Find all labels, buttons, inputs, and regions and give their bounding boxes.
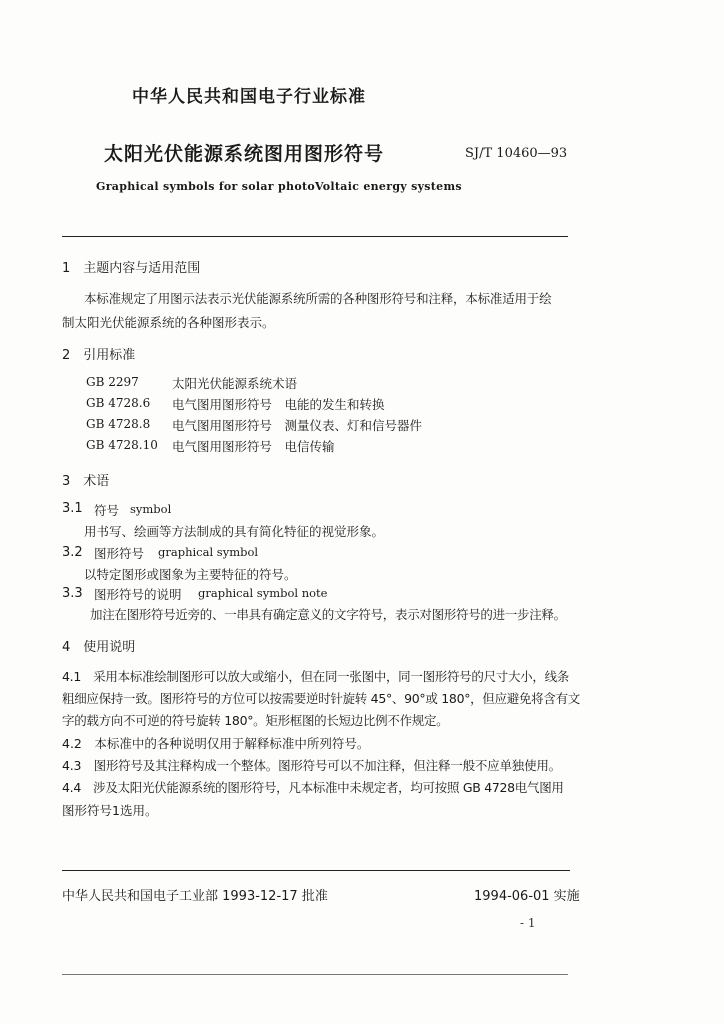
issuing-organization: 中华人民共和国电子行业标准 [132, 87, 366, 107]
section-1-paragraph-line-1: 本标准规定了用图示法表示光伏能源系统所需的各种图形符号和注释，本标准适用于绘 [84, 291, 552, 306]
reference-title: 太阳光伏能源系统术语 [172, 376, 298, 391]
term-chinese: 图形符号 [94, 546, 145, 561]
implementation-date: 1994-06-01 实施 [474, 889, 580, 904]
footer-divider [62, 870, 570, 871]
term-chinese: 符号 [94, 503, 120, 518]
usage-item-4-4-line-1: 4.4 涉及太阳光伏能源系统的图形符号，凡本标准中未规定者，均可按照 GB 4728电气图用 [62, 780, 564, 795]
bottom-divider [62, 974, 568, 975]
english-title: Graphical symbols for solar photoVoltaic energy systems [96, 180, 462, 193]
page-number: - 1 [520, 916, 536, 930]
section-1-paragraph-line-2: 制太阳光伏能源系统的各种图形表示。 [62, 315, 275, 330]
standard-code: SJ/T 10460—93 [465, 146, 568, 161]
usage-item-4-2: 4.2 本标准中的各种说明仅用于解释标准中所列符号。 [62, 736, 370, 751]
usage-item-4-1-line-2: 粗细应保持一致。图形符号的方位可以按需要逆时针旋转 45°、90°或 180°，但应避免将含有文 [62, 691, 580, 706]
term-number: 3.3 [62, 586, 83, 601]
reference-title: 电气图用图形符号 电能的发生和转换 [172, 397, 385, 412]
term-definition: 用书写、绘画等方法制成的具有简化特征的视觉形象。 [84, 524, 385, 539]
usage-item-4-1-line-1: 4.1 采用本标准绘制图形可以放大或缩小，但在同一张图中，同一图形符号的尺寸大小，线条 [62, 669, 569, 684]
approval-statement: 中华人民共和国电子工业部 1993-12-17 批准 [62, 889, 328, 904]
term-english: graphical symbol [158, 545, 259, 559]
term-definition: 以特定图形或图象为主要特征的符号。 [84, 567, 297, 582]
reference-title: 电气图用图形符号 测量仪表、灯和信号器件 [172, 418, 423, 433]
document-title: 太阳光伏能源系统图用图形符号 [104, 143, 385, 165]
section-2-heading: 2 引用标准 [62, 348, 136, 363]
term-chinese: 图形符号的说明 [94, 587, 182, 602]
reference-code: GB 4728.8 [86, 417, 151, 431]
header-divider [62, 236, 568, 237]
section-1-heading: 1 主题内容与适用范围 [62, 261, 201, 276]
term-english: graphical symbol note [198, 586, 328, 600]
reference-code: GB 4728.6 [86, 396, 151, 410]
usage-item-4-3: 4.3 图形符号及其注释构成一个整体。图形符号可以不加注释，但注释一般不应单独使用。 [62, 758, 561, 773]
term-number: 3.2 [62, 545, 83, 560]
reference-code: GB 4728.10 [86, 438, 158, 452]
reference-code: GB 2297 [86, 375, 139, 389]
reference-title: 电气图用图形符号 电信传输 [172, 439, 335, 454]
usage-item-4-1-line-3: 字的载方向不可逆的符号旋转 180°。矩形框图的长短边比例不作规定。 [62, 713, 449, 728]
term-number: 3.1 [62, 501, 83, 516]
usage-item-4-4-line-2: 图形符号1选用。 [62, 803, 158, 818]
term-english: symbol [130, 502, 172, 516]
section-4-heading: 4 使用说明 [62, 640, 136, 655]
section-3-heading: 3 术语 [62, 474, 110, 489]
term-definition: 加注在图形符号近旁的、一串具有确定意义的文字符号，表示对图形符号的进一步注释。 [90, 607, 566, 622]
